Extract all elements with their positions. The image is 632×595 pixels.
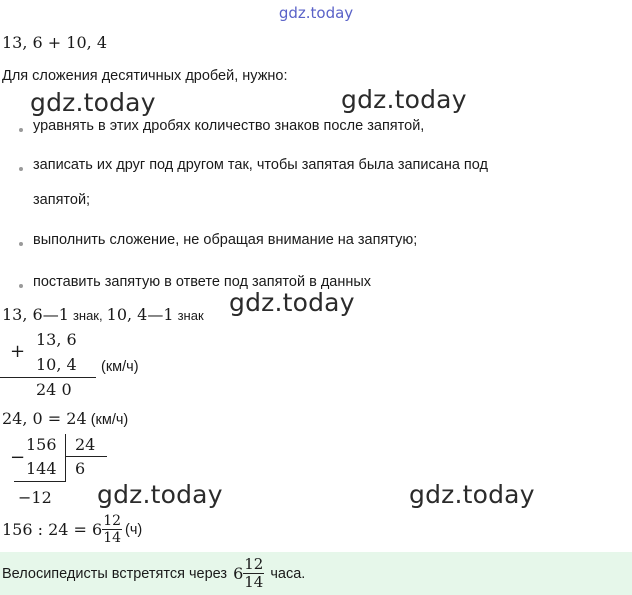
sum-unit: (км/ч) <box>90 412 129 428</box>
rule-step-2-cont: запятой; <box>33 192 91 208</box>
rule-step-2: записать их друг под другом так, чтобы запятая была записана под <box>33 157 488 173</box>
division-minus: − <box>10 447 26 468</box>
watermark-1: gdz.today <box>30 88 156 117</box>
bullet-dot <box>19 167 23 171</box>
answer-text-before: Велосипедисты встретятся через <box>2 565 228 582</box>
divisor-rule <box>65 456 107 457</box>
number-b: 10, 4 <box>106 305 148 324</box>
decimal-places-line <box>2 305 204 324</box>
addition-rule <box>0 377 96 378</box>
addend-top: 13, 6 <box>36 330 77 349</box>
result-expression: 156 : 24 = 6 <box>2 520 103 539</box>
divisor: 24 <box>75 435 96 454</box>
number-a: 13, 6 <box>2 305 43 324</box>
answer-line <box>2 552 305 595</box>
result-numerator: 12 <box>103 513 122 529</box>
rule-step-4: поставить запятую в ответе под запятой в данных <box>33 274 372 290</box>
result-unit: (ч) <box>125 521 143 538</box>
bullet-dot <box>19 284 23 288</box>
watermark-3: gdz.today <box>229 288 355 317</box>
result-line <box>2 514 142 545</box>
unit-a: знак, <box>72 308 103 323</box>
dash-a: —1 <box>42 305 69 324</box>
result-fraction <box>102 514 122 545</box>
remainder: −12 <box>18 488 52 507</box>
quotient: 6 <box>75 459 86 478</box>
watermark-4: gdz.today <box>97 480 223 509</box>
rule-step-1: уравнять в этих дробях количество знаков после запятой, <box>33 118 425 134</box>
answer-text-after: часа. <box>270 565 306 582</box>
addend-bottom: 10, 4 <box>36 355 77 374</box>
answer-denominator: 14 <box>244 573 264 591</box>
bullet-dot <box>19 242 23 246</box>
watermark-5: gdz.today <box>409 480 535 509</box>
addition-operator: + <box>10 341 26 362</box>
sum-expression: 24, 0 = 24 <box>2 409 87 428</box>
watermark-2: gdz.today <box>341 85 467 114</box>
division-rule <box>14 481 66 482</box>
addition-result: 24 0 <box>36 380 72 399</box>
rule-step-3: выполнить сложение, не обращая внимание на запятую; <box>33 232 418 248</box>
addition-unit: (км/ч) <box>101 359 139 375</box>
sum-line <box>2 409 128 428</box>
answer-whole: 6 <box>233 564 244 583</box>
result-denominator: 14 <box>103 530 122 546</box>
division-bar <box>65 434 66 482</box>
dividend: 156 <box>26 435 57 454</box>
answer-block <box>0 552 632 595</box>
problem-expression: 13, 6 + 10, 4 <box>2 33 107 52</box>
dash-b: —1 <box>147 305 174 324</box>
rule-intro: Для сложения десятичных дробей, нужно: <box>2 68 288 84</box>
answer-numerator: 12 <box>244 555 264 573</box>
answer-fraction <box>243 557 264 590</box>
site-watermark-top: gdz.today <box>278 4 354 22</box>
subtrahend: 144 <box>26 459 57 478</box>
bullet-dot <box>19 128 23 132</box>
unit-b: знак <box>177 308 204 323</box>
